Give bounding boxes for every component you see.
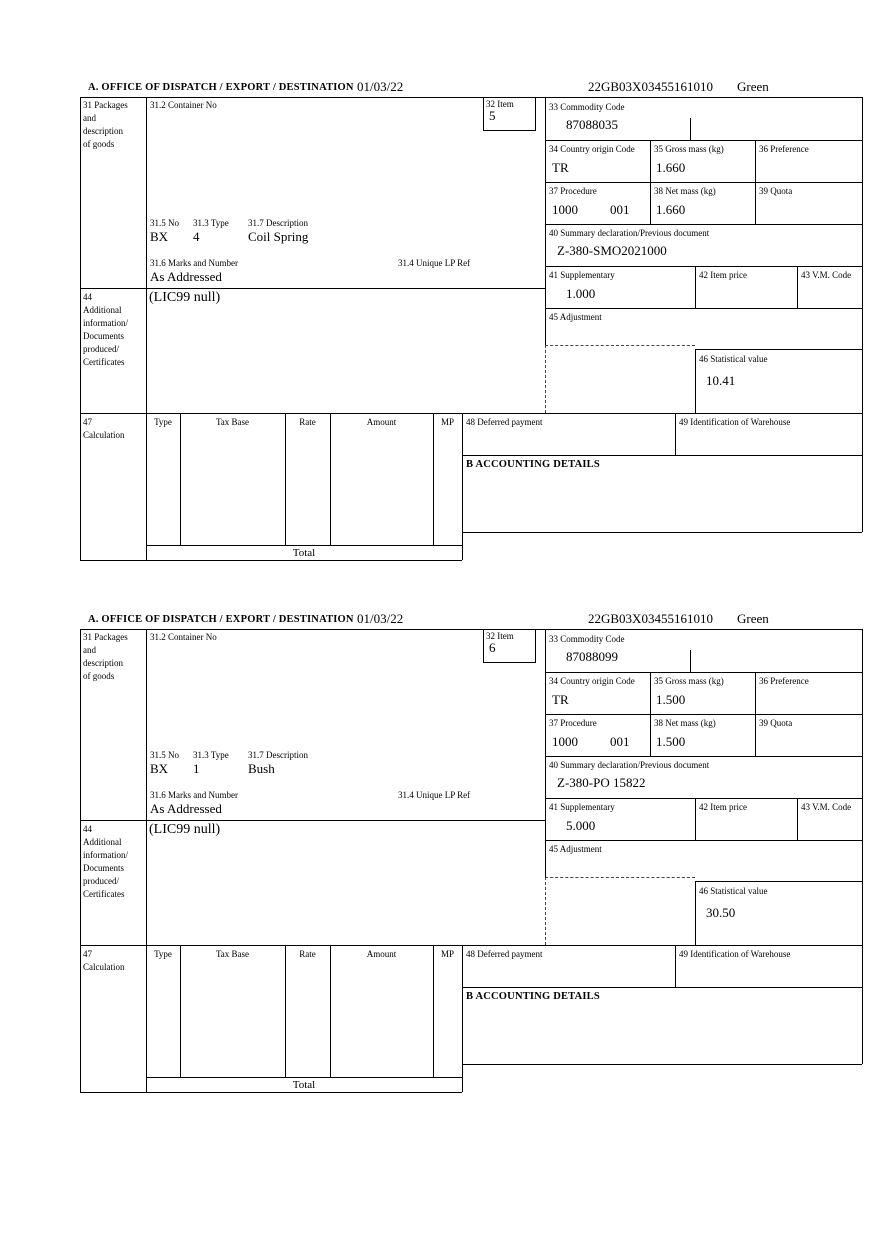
net-mass-value: 1.500 [656,734,686,749]
statistical-value-label: 46 Statistical value [699,354,768,364]
deferred-payment-label: 48 Deferred payment [466,949,543,959]
office-of-dispatch-label: A. OFFICE OF DISPATCH / EXPORT / DESTINATION [88,614,354,625]
accounting-details-label: B ACCOUNTING DETAILS [466,991,600,1002]
declaration-reference: 22GB03X03455161010 [588,611,713,626]
marks-label: 31.6 Marks and Number [150,790,238,800]
quota-label: 39 Quota [759,186,793,196]
border-line [862,97,863,532]
border-line [180,413,181,545]
net-mass-value: 1.660 [656,202,686,217]
box31-label: and [83,645,96,655]
box44-label: produced/ [83,344,119,354]
container-no-label: 31.2 Container No [150,100,217,110]
goods-description: Bush [248,761,275,776]
border-line [433,413,434,545]
previous-document-label: 40 Summary declaration/Previous document [549,760,710,770]
supplementary-value: 5.000 [566,818,596,833]
border-line [146,629,147,1092]
gross-mass-value: 1.660 [656,160,686,175]
preference-label: 36 Preference [759,144,809,154]
adjustment-label: 45 Adjustment [549,312,602,322]
package-type-value: 4 [193,229,200,244]
border-line [80,560,462,561]
commodity-code-value: 87088035 [566,117,618,132]
border-line [80,288,545,289]
border-line [695,881,696,945]
border-line [483,130,536,131]
col-mp-header: MP [440,949,454,959]
box31-label: description [83,658,123,668]
total-label: Total [292,1079,316,1091]
border-line [797,266,798,308]
border-line [545,140,862,141]
border-line [80,945,862,946]
net-mass-label: 38 Net mass (kg) [654,186,716,196]
commodity-code-label: 33 Commodity Code [549,634,625,644]
col-type-header: Type [154,417,172,427]
dashed-divider [545,345,695,346]
border-line [695,798,696,840]
border-line [483,97,484,130]
border-line [330,413,331,545]
box31-label: of goods [83,139,115,149]
border-line [462,945,463,1092]
office-of-dispatch-label: A. OFFICE OF DISPATCH / EXPORT / DESTINATION [88,82,354,93]
country-origin-value: TR [552,160,569,175]
border-line [80,97,862,98]
procedure-value: 1000 [552,202,578,217]
border-line [695,349,862,350]
border-line [80,629,81,1092]
border-line [545,308,862,309]
box47-label: Calculation [83,962,125,972]
col-tax-base-header: Tax Base [215,949,250,959]
routing-status: Green [737,611,769,626]
border-line [695,266,696,308]
package-type-value: 1 [193,761,200,776]
declaration-item-block [0,612,882,1093]
border-line [462,413,463,560]
package-no-value: BX [150,229,169,244]
border-line [80,820,545,821]
supplementary-label: 41 Supplementary [549,802,615,812]
border-line [675,945,676,987]
border-line [545,266,862,267]
item-label: 32 Item [486,99,514,109]
additional-info-value: (LIC99 null) [149,822,221,837]
goods-description: Coil Spring [248,229,309,244]
procedure-value: 1000 [552,734,578,749]
package-type-label: 31.3 Type [193,750,229,760]
additional-info-value: (LIC99 null) [149,290,221,305]
border-line [483,662,536,663]
border-line [462,455,862,456]
col-mp-header: MP [440,417,454,427]
unique-lp-ref-label: 31.4 Unique LP Ref [398,258,471,268]
border-line [462,532,862,533]
supplementary-value: 1.000 [566,286,596,301]
vm-code-label: 43 V.M. Code [801,802,852,812]
package-no-label: 31.5 No [150,218,179,228]
marks-value: As Addressed [150,269,222,284]
border-line [146,1077,462,1078]
adjustment-label: 45 Adjustment [549,844,602,854]
unique-lp-ref-label: 31.4 Unique LP Ref [398,790,471,800]
border-line [545,672,862,673]
country-origin-label: 34 Country origin Code [549,676,635,686]
commodity-code-label: 33 Commodity Code [549,102,625,112]
item-number: 5 [489,108,496,123]
border-line [80,97,81,560]
previous-document-value: Z-380-SMO2021000 [557,243,667,258]
item-number: 6 [489,640,496,655]
border-line [462,987,862,988]
box44-label: 44 [83,824,92,834]
box44-label: Additional [83,837,122,847]
box47-label: 47 [83,949,92,959]
border-line [146,545,462,546]
marks-label: 31.6 Marks and Number [150,258,238,268]
box31-label: of goods [83,671,115,681]
box44-label: 44 [83,292,92,302]
item-label: 32 Item [486,631,514,641]
box31-label: 31 Packages [83,632,128,642]
declaration-item-block [0,80,882,561]
gross-mass-label: 35 Gross mass (kg) [654,144,724,154]
border-line [545,756,862,757]
border-line [330,945,331,1077]
box44-label: Documents [83,863,124,873]
border-line [80,629,862,630]
box44-label: produced/ [83,876,119,886]
dashed-divider [545,877,546,945]
procedure-label: 37 Procedure [549,186,597,196]
box31-label: description [83,126,123,136]
col-rate-header: Rate [299,949,316,959]
dashed-divider [545,877,695,878]
package-no-label: 31.5 No [150,750,179,760]
country-origin-value: TR [552,692,569,707]
marks-value: As Addressed [150,801,222,816]
warehouse-id-label: 49 Identification of Warehouse [679,417,791,427]
deferred-payment-label: 48 Deferred payment [466,417,543,427]
border-line [180,945,181,1077]
gross-mass-label: 35 Gross mass (kg) [654,676,724,686]
description-label: 31.7 Description [248,750,308,760]
routing-status: Green [737,79,769,94]
dashed-divider [545,345,546,413]
declaration-date: 01/03/22 [357,79,404,94]
procedure-value-2: 001 [610,202,630,217]
box44-label: Certificates [83,357,125,367]
box31-label: and [83,113,96,123]
border-line [695,349,696,413]
container-no-label: 31.2 Container No [150,632,217,642]
description-label: 31.7 Description [248,218,308,228]
statistical-value: 30.50 [706,905,736,920]
item-price-label: 42 Item price [699,802,747,812]
declaration-reference: 22GB03X03455161010 [588,79,713,94]
commodity-code-divider [690,650,691,672]
border-line [695,881,862,882]
supplementary-label: 41 Supplementary [549,270,615,280]
procedure-label: 37 Procedure [549,718,597,728]
accounting-details-label: B ACCOUNTING DETAILS [466,459,600,470]
border-line [545,840,862,841]
gross-mass-value: 1.500 [656,692,686,707]
border-line [650,672,651,756]
commodity-code-divider [690,118,691,140]
border-line [797,798,798,840]
box31-label: 31 Packages [83,100,128,110]
item-price-label: 42 Item price [699,270,747,280]
border-line [545,182,862,183]
procedure-value-2: 001 [610,734,630,749]
border-line [285,945,286,1077]
border-line [535,97,536,130]
box44-label: information/ [83,318,128,328]
col-tax-base-header: Tax Base [215,417,250,427]
border-line [650,140,651,224]
col-amount-header: Amount [366,417,397,427]
vm-code-label: 43 V.M. Code [801,270,852,280]
border-line [545,224,862,225]
package-no-value: BX [150,761,169,776]
col-rate-header: Rate [299,417,316,427]
border-line [545,714,862,715]
country-origin-label: 34 Country origin Code [549,144,635,154]
box47-label: Calculation [83,430,125,440]
net-mass-label: 38 Net mass (kg) [654,718,716,728]
box44-label: Additional [83,305,122,315]
border-line [755,672,756,756]
previous-document-value: Z-380-PO 15822 [557,775,646,790]
box44-label: Documents [83,331,124,341]
border-line [755,140,756,224]
preference-label: 36 Preference [759,676,809,686]
border-line [545,798,862,799]
col-type-header: Type [154,949,172,959]
package-type-label: 31.3 Type [193,218,229,228]
border-line [80,413,862,414]
border-line [535,629,536,662]
box44-label: information/ [83,850,128,860]
box47-label: 47 [83,417,92,427]
border-line [146,97,147,560]
border-line [285,413,286,545]
border-line [433,945,434,1077]
border-line [675,413,676,455]
previous-document-label: 40 Summary declaration/Previous document [549,228,710,238]
declaration-date: 01/03/22 [357,611,404,626]
border-line [483,629,484,662]
statistical-value: 10.41 [706,373,736,388]
border-line [862,629,863,1064]
total-label: Total [292,547,316,559]
col-amount-header: Amount [366,949,397,959]
warehouse-id-label: 49 Identification of Warehouse [679,949,791,959]
border-line [462,1064,862,1065]
statistical-value-label: 46 Statistical value [699,886,768,896]
commodity-code-value: 87088099 [566,649,618,664]
border-line [80,1092,462,1093]
quota-label: 39 Quota [759,718,793,728]
box44-label: Certificates [83,889,125,899]
